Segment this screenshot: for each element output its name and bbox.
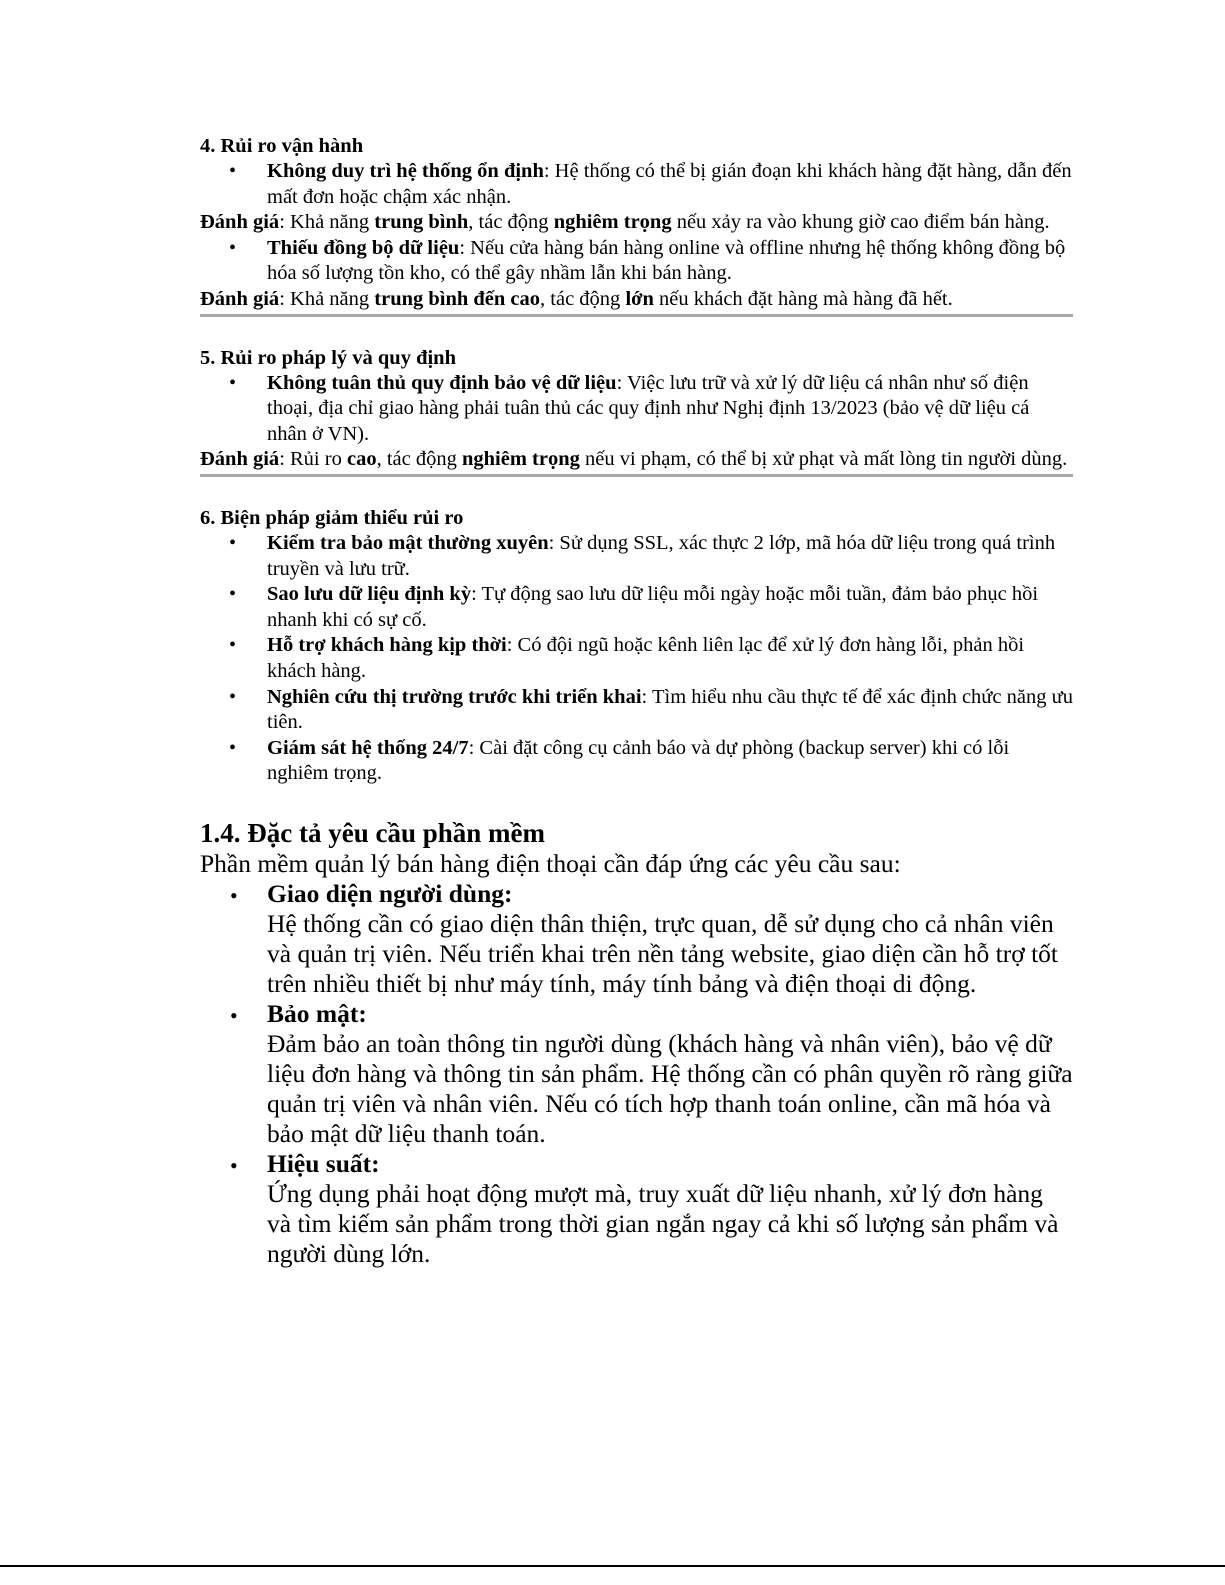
list-item <box>200 1149 1073 1269</box>
page-bottom-border <box>0 1565 1225 1567</box>
section-legal-risk <box>200 345 1073 477</box>
item-term: Không tuân thủ quy định bảo vệ dữ liệu <box>267 371 617 394</box>
item-desc: : Cài đặt công cụ cảnh báo và dự phòng (backup server) khi có lỗi nghiêm trọng. <box>267 736 1010 785</box>
item-body: Ứng dụng phải hoạt động mượt mà, truy xuất dữ liệu nhanh, xử lý đơn hàng và tìm kiếm sản phẩm trong thời gian ngắn ngay cả khi số lượng sản phẩm và người dùng lớn. <box>267 1178 1059 1268</box>
item-term: Thiếu đồng bộ dữ liệu <box>267 236 460 259</box>
item-heading: • Hiệu suất: <box>267 1148 380 1178</box>
section-title: 4. Rủi ro vận hành <box>200 135 364 157</box>
risk-list <box>200 159 1073 210</box>
evaluation-text: Đánh giá: Khả năng trung bình, tác động nghiêm trọng nếu xảy ra vào khung giờ cao điểm bán hàng. <box>200 211 1050 234</box>
section-software-requirements <box>200 817 1073 1269</box>
list-item <box>200 999 1073 1149</box>
requirements-list <box>200 879 1073 1269</box>
intro-text: Phần mềm quản lý bán hàng điện thoại cần đáp ứng các yêu cầu sau: <box>200 848 901 878</box>
item-term: Hỗ trợ khách hàng kịp thời <box>267 634 507 657</box>
list-item <box>200 236 1073 287</box>
section-operational-risk <box>200 133 1073 317</box>
mitigation-list <box>200 531 1073 787</box>
item-term: Kiểm tra bảo mật thường xuyên <box>267 531 549 554</box>
section-title: 6. Biện pháp giảm thiểu rủi ro <box>200 506 464 529</box>
item-term: Không duy trì hệ thống ổn định <box>267 160 544 182</box>
item-body: Hệ thống cần có giao diện thân thiện, trực quan, dễ sử dụng cho cả nhân viên và quản trị viên. Nếu triển khai trên nền tảng website, giao diện cần hỗ trợ tốt trên nhiều thiết bị như máy tính, máy tính bảng và điện thoại di động. <box>267 908 1058 998</box>
item-term: Giám sát hệ thống 24/7 <box>267 736 469 759</box>
section-risk-mitigation <box>200 505 1073 787</box>
item-desc: : Sử dụng SSL, xác thực 2 lớp, mã hóa dữ liệu trong quá trình truyền và lưu trữ. <box>267 531 1056 580</box>
item-desc: : Hệ thống có thể bị gián đoạn khi khách hàng đặt hàng, dẫn đến mất đơn hoặc chậm xác nhận. <box>267 160 1072 208</box>
list-item <box>200 582 1073 633</box>
list-item <box>200 879 1073 999</box>
evaluation-text: Đánh giá: Rủi ro cao, tác động nghiêm trọng nếu vi phạm, có thể bị xử phạt và mất lòng tin người dùng. <box>200 448 1068 471</box>
item-heading: • Giao diện người dùng: <box>267 878 513 908</box>
list-item <box>200 685 1073 736</box>
section-heading: 1.4. Đặc tả yêu cầu phần mềm <box>200 817 545 848</box>
item-term: Nghiên cứu thị trường trước khi triển khai <box>267 685 642 708</box>
item-desc: : Việc lưu trữ và xử lý dữ liệu cá nhân như số điện thoại, địa chỉ giao hàng phải tuân thủ các quy định như Nghị định 13/2023 (bảo vệ dữ liệu cá nhân ở VN). <box>267 371 1030 445</box>
item-desc: : Tự động sao lưu dữ liệu mỗi ngày hoặc mỗi tuần, đảm bảo phục hồi nhanh khi có sự cố. <box>267 583 1039 631</box>
list-item <box>200 371 1073 448</box>
item-desc: : Tìm hiểu nhu cầu thực tế để xác định chức năng ưu tiên. <box>267 685 1073 734</box>
section-title: 5. Rủi ro pháp lý và quy định <box>200 346 456 369</box>
item-body: Đảm bảo an toàn thông tin người dùng (khách hàng và nhân viên), bảo vệ dữ liệu đơn hàng và thông tin sản phẩm. Hệ thống cần có phân quyền rõ ràng giữa quản trị viên và nhân viên. Nếu có tích hợp thanh toán online, cần mã hóa và bảo mật dữ liệu thanh toán. <box>267 1028 1073 1148</box>
evaluation-text: Đánh giá: Khả năng trung bình đến cao, tác động lớn nếu khách đặt hàng mà hàng đã hết. <box>200 287 953 310</box>
item-desc: : Nếu cửa hàng bán hàng online và offline nhưng hệ thống không đồng bộ hóa số lượng tồn kho, có thể gây nhầm lẫn khi bán hàng. <box>267 236 1066 285</box>
risk-list <box>200 371 1073 448</box>
list-item <box>200 736 1073 787</box>
risk-list <box>200 236 1073 287</box>
item-desc: : Có đội ngũ hoặc kênh liên lạc để xử lý đơn hàng lỗi, phản hồi khách hàng. <box>267 634 1025 682</box>
item-heading: • Bảo mật: <box>267 998 367 1028</box>
item-term: Sao lưu dữ liệu định kỳ <box>267 583 472 606</box>
list-item <box>200 531 1073 582</box>
page-content <box>200 133 1073 1269</box>
list-item <box>200 633 1073 684</box>
list-item <box>200 159 1073 210</box>
